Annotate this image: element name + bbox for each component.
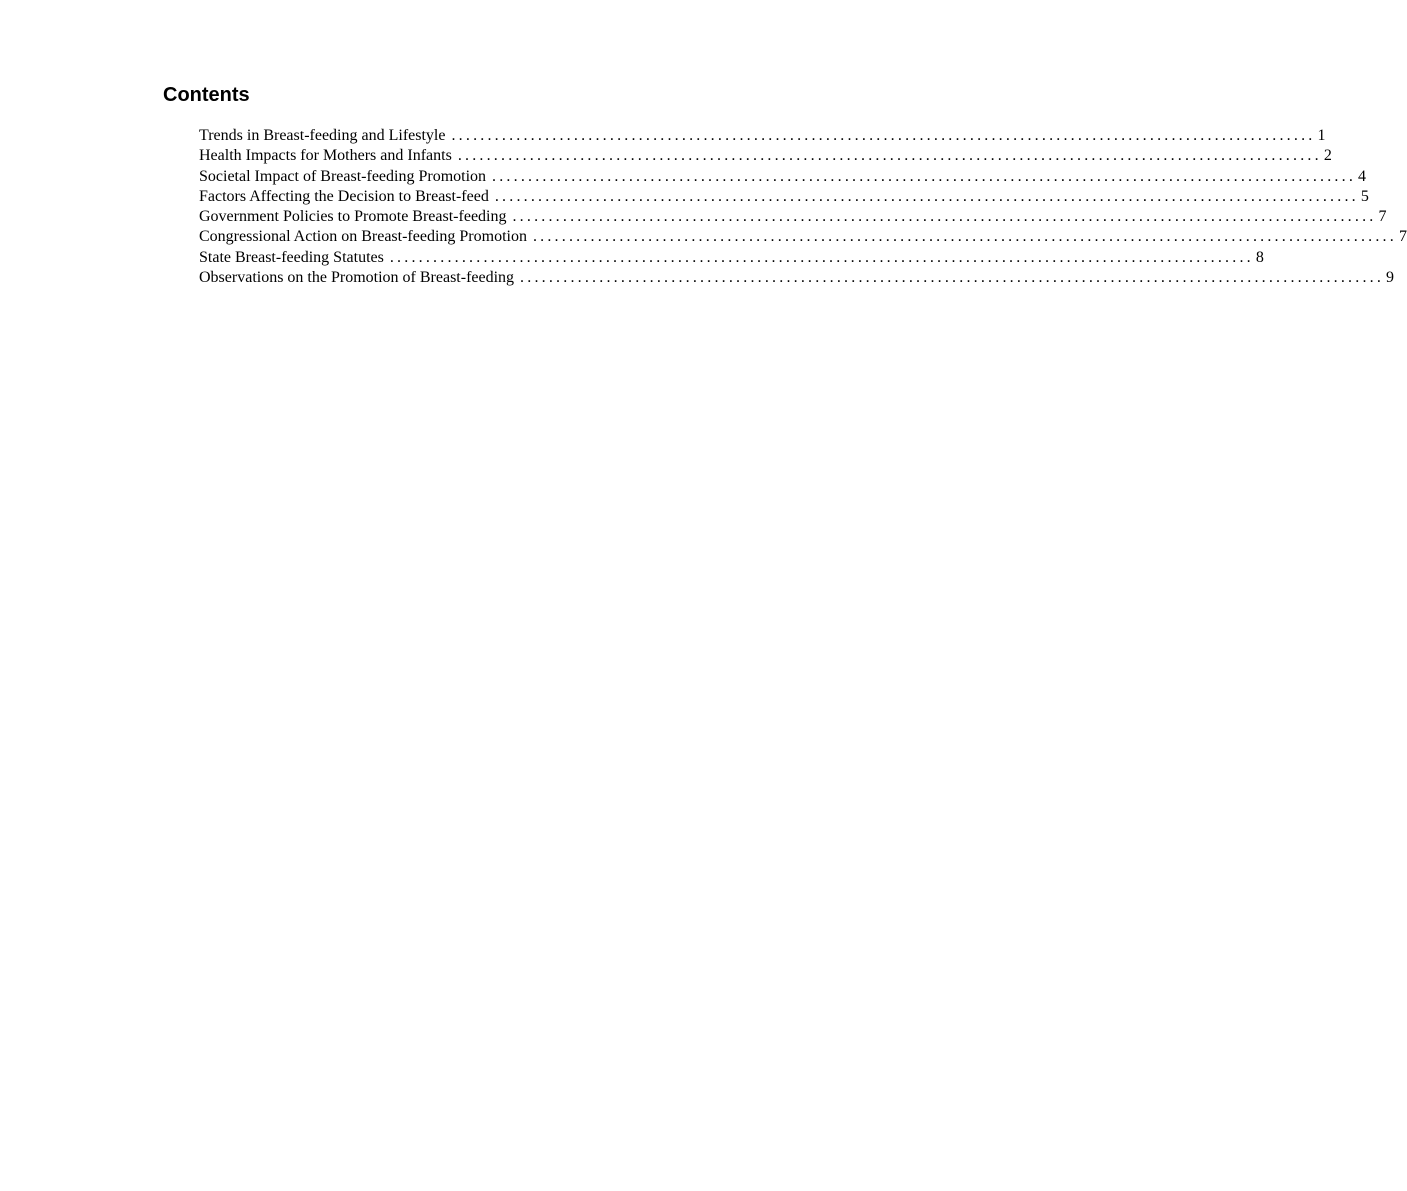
toc-entry[interactable] <box>199 227 1407 247</box>
toc-entry[interactable] <box>199 167 1367 187</box>
toc-entry-page: 2 <box>1323 147 1332 165</box>
toc-dot-leader: ........................................................................................................................ <box>492 167 1357 185</box>
toc-entry-title: Observations on the Promotion of Breast-feeding <box>199 269 515 287</box>
toc-entry[interactable] <box>199 126 1326 146</box>
toc-dot-leader: ........................................................................................................................ <box>512 208 1377 226</box>
toc-entry-title: Health Impacts for Mothers and Infants <box>199 147 452 165</box>
toc-entry-page: 1 <box>1317 127 1326 144</box>
toc-entry-title: Societal Impact of Breast-feeding Promotion <box>199 167 487 185</box>
toc-entry[interactable] <box>199 268 1395 288</box>
toc-entry[interactable] <box>199 248 1264 268</box>
toc-entry-page: 4 <box>1358 167 1367 185</box>
toc-entry-page: 7 <box>1378 208 1387 226</box>
toc-entry-title: Government Policies to Promote Breast-feeding <box>199 208 507 226</box>
toc-entry-title: State Breast-feeding Statutes <box>199 248 384 266</box>
page-title: Contents <box>163 84 250 106</box>
toc-dot-leader: ........................................................................................................................ <box>451 127 1316 144</box>
toc-dot-leader: ........................................................................................................................ <box>532 228 1397 246</box>
toc-entry-page: 9 <box>1386 269 1395 287</box>
toc-entry-page: 5 <box>1360 187 1369 205</box>
toc-entry-page: 8 <box>1255 248 1264 266</box>
toc-entry[interactable] <box>199 146 1332 166</box>
toc-dot-leader: ........................................................................................................................ <box>494 187 1359 205</box>
toc-entry-page: 7 <box>1398 228 1407 246</box>
toc-dot-leader: ........................................................................................................................ <box>520 269 1385 287</box>
table-of-contents <box>199 126 1407 288</box>
toc-dot-leader: ........................................................................................................................ <box>389 248 1254 266</box>
toc-entry[interactable] <box>199 187 1369 207</box>
toc-entry-title: Congressional Action on Breast-feeding Promotion <box>199 228 527 246</box>
toc-entry[interactable] <box>199 207 1387 227</box>
toc-dot-leader: ........................................................................................................................ <box>457 147 1322 165</box>
toc-entry-title: Factors Affecting the Decision to Breast-feed <box>199 187 489 205</box>
toc-entry-title: Trends in Breast-feeding and Lifestyle <box>199 127 446 144</box>
